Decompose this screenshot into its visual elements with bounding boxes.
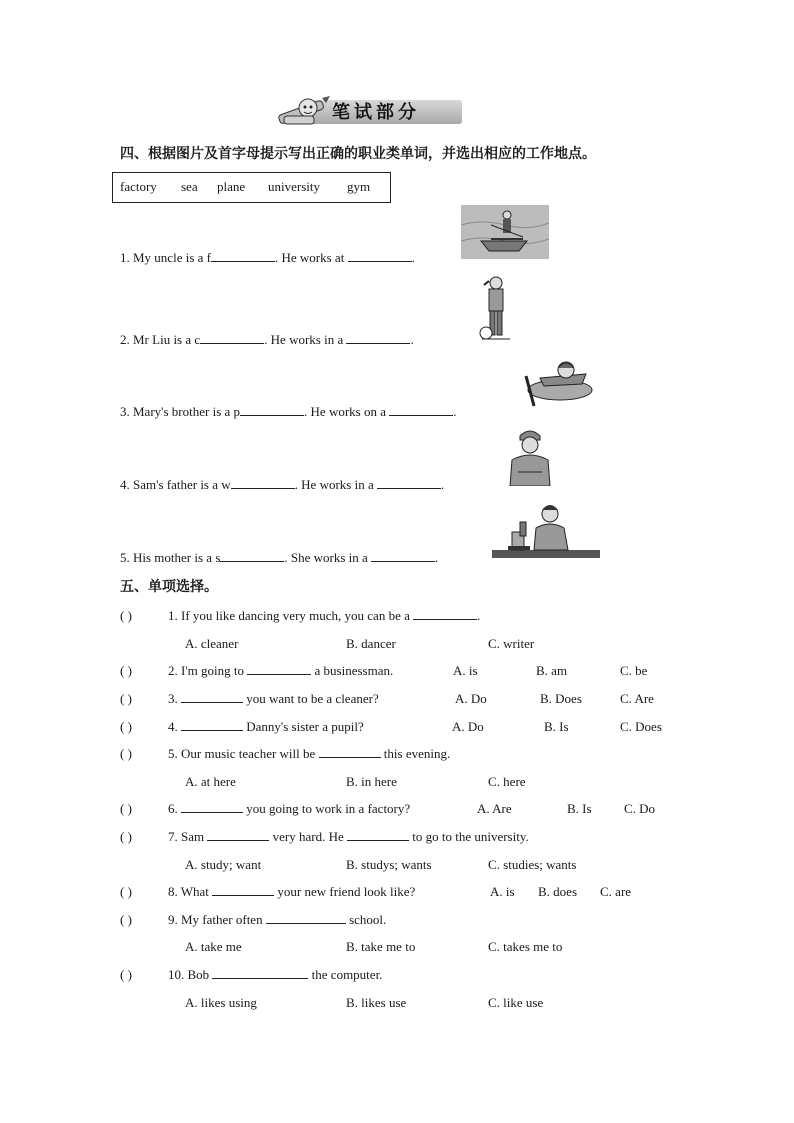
answer-blank[interactable]	[389, 404, 453, 416]
answer-blank[interactable]	[319, 746, 381, 758]
scientist-microscope-icon	[492, 502, 600, 560]
item-text: .	[410, 332, 414, 347]
option-c[interactable]: C. writer	[488, 636, 535, 651]
question-text: 10. Bob	[168, 967, 213, 982]
item-text: .	[453, 404, 457, 419]
item-text: .	[435, 550, 439, 565]
word-bank-item: gym	[347, 179, 371, 194]
fisherman-boat-icon	[461, 205, 549, 259]
question-text: 5. Our music teacher will be	[168, 746, 319, 761]
option-c[interactable]: C. Does	[620, 719, 662, 734]
option-b[interactable]: B. in here	[346, 774, 397, 789]
item-text: .	[411, 250, 415, 265]
word-bank	[112, 172, 391, 203]
answer-blank[interactable]	[247, 663, 311, 675]
paren[interactable]: ( )	[120, 884, 132, 899]
question-text: Danny's sister a pupil?	[243, 719, 364, 734]
answer-blank[interactable]	[266, 912, 346, 924]
answer-blank[interactable]	[346, 332, 410, 344]
option-b[interactable]: B. likes use	[346, 995, 407, 1010]
question-text: to go to the university.	[408, 829, 529, 844]
option-a[interactable]: A. is	[453, 663, 478, 678]
answer-blank[interactable]	[207, 829, 269, 841]
question-1	[168, 608, 480, 624]
answer-blank[interactable]	[413, 608, 477, 620]
item-text: 1. My uncle is a f	[120, 250, 211, 265]
option-b[interactable]: B. Is	[544, 719, 569, 734]
word-bank-item: sea	[181, 179, 198, 194]
paren[interactable]: ( )	[120, 691, 132, 706]
option-a[interactable]: A. Do	[452, 719, 484, 734]
word-bank-item: plane	[217, 179, 246, 194]
item-text: 3. Mary's brother is a p	[120, 404, 241, 419]
option-c[interactable]: C. like use	[488, 995, 544, 1010]
question-6	[168, 801, 410, 817]
paren[interactable]: ( )	[120, 663, 132, 678]
question-text: this evening.	[380, 746, 451, 761]
option-b[interactable]: B. take me to	[346, 939, 416, 954]
option-b[interactable]: B. dancer	[346, 636, 396, 651]
paren[interactable]: ( )	[120, 746, 132, 761]
question-text: school.	[345, 912, 387, 927]
question-text: 2. I'm going to	[168, 663, 248, 678]
answer-blank[interactable]	[371, 550, 435, 562]
option-c[interactable]: C. here	[488, 774, 526, 789]
answer-blank[interactable]	[211, 250, 275, 262]
option-b[interactable]: B. Is	[567, 801, 592, 816]
question-text: 9. My father often	[168, 912, 266, 927]
paren[interactable]: ( )	[120, 608, 132, 623]
question-5	[168, 746, 450, 762]
question-8	[168, 884, 415, 900]
worker-icon	[508, 428, 552, 486]
question-text: 7. Sam	[168, 829, 208, 844]
paren[interactable]: ( )	[120, 829, 132, 844]
question-text: 4.	[168, 719, 181, 734]
question-7	[168, 829, 529, 845]
item-text: . He works in a	[264, 332, 347, 347]
option-c[interactable]: C. be	[620, 663, 648, 678]
option-a[interactable]: A. take me	[185, 939, 242, 954]
option-a[interactable]: A. Do	[455, 691, 487, 706]
item-text: . He works at	[274, 250, 348, 265]
question-text: 1. If you like dancing very much, you can be a	[168, 608, 414, 623]
answer-blank[interactable]	[220, 550, 284, 562]
football-coach-icon	[478, 275, 514, 343]
answer-blank[interactable]	[240, 404, 304, 416]
banner-title: 笔试部分	[332, 102, 420, 123]
answer-blank[interactable]	[347, 829, 409, 841]
answer-blank[interactable]	[348, 250, 412, 262]
answer-blank[interactable]	[181, 719, 243, 731]
answer-blank[interactable]	[212, 884, 274, 896]
question-text: .	[477, 608, 481, 623]
item-text: . She works in a	[284, 550, 372, 565]
question-text: you going to work in a factory?	[243, 801, 411, 816]
option-a[interactable]: A. is	[490, 884, 515, 899]
answer-blank[interactable]	[212, 967, 308, 979]
section4-heading: 四、根据图片及首字母提示写出正确的职业类单词，并选出相应的工作地点。	[120, 146, 596, 162]
paren[interactable]: ( )	[120, 801, 132, 816]
paren[interactable]: ( )	[120, 719, 132, 734]
fill-item-2	[120, 332, 414, 348]
question-text: the computer.	[308, 967, 383, 982]
question-text: you want to be a cleaner?	[243, 691, 379, 706]
option-a[interactable]: A. cleaner	[185, 636, 239, 651]
question-text: very hard. He	[269, 829, 347, 844]
fill-item-1	[120, 250, 415, 266]
option-a[interactable]: A. likes using	[185, 995, 257, 1010]
item-text: 2. Mr Liu is a c	[120, 332, 201, 347]
fill-item-4	[120, 477, 444, 493]
question-text: a businessman.	[311, 663, 394, 678]
question-text: 3.	[168, 691, 181, 706]
pilot-plane-icon	[520, 358, 595, 412]
item-text: .	[440, 477, 445, 492]
option-b[interactable]: B. am	[536, 663, 568, 678]
option-b[interactable]: B. does	[538, 884, 577, 899]
fill-item-5	[120, 550, 438, 566]
fill-item-3	[120, 404, 457, 420]
option-c[interactable]: C. studies; wants	[488, 857, 577, 872]
item-text: . He works on a	[304, 404, 390, 419]
option-c[interactable]: C. are	[600, 884, 632, 899]
word-bank-item: factory	[120, 179, 157, 194]
question-10	[168, 967, 382, 983]
section-banner	[270, 94, 462, 128]
paren[interactable]: ( )	[120, 912, 132, 927]
option-b[interactable]: B. studys; wants	[346, 857, 432, 872]
option-a[interactable]: A. study; want	[185, 857, 262, 872]
question-3	[168, 691, 379, 707]
question-text: 6.	[168, 801, 181, 816]
answer-blank[interactable]	[181, 801, 243, 813]
answer-blank[interactable]	[231, 477, 295, 489]
answer-blank[interactable]	[200, 332, 264, 344]
option-a[interactable]: A. at here	[185, 774, 236, 789]
paren[interactable]: ( )	[120, 967, 132, 982]
option-c[interactable]: C. Do	[624, 801, 656, 816]
question-text: 8. What	[168, 884, 213, 899]
option-b[interactable]: B. Does	[540, 691, 582, 706]
question-4	[168, 719, 364, 735]
item-text: 5. His mother is a s	[120, 550, 221, 565]
option-a[interactable]: A. Are	[477, 801, 512, 816]
answer-blank[interactable]	[181, 691, 243, 703]
question-text: your new friend look like?	[274, 884, 416, 899]
pencil-mascot-icon	[270, 94, 332, 128]
question-2	[168, 663, 393, 679]
item-text: 4. Sam's father is a w	[120, 477, 231, 492]
answer-blank[interactable]	[377, 477, 441, 489]
question-9	[168, 912, 386, 928]
section5-heading: 五、单项选择。	[120, 579, 218, 595]
word-bank-item: university	[268, 179, 320, 194]
option-c[interactable]: C. Are	[620, 691, 654, 706]
option-c[interactable]: C. takes me to	[488, 939, 563, 954]
item-text: . He works in a	[294, 477, 377, 492]
